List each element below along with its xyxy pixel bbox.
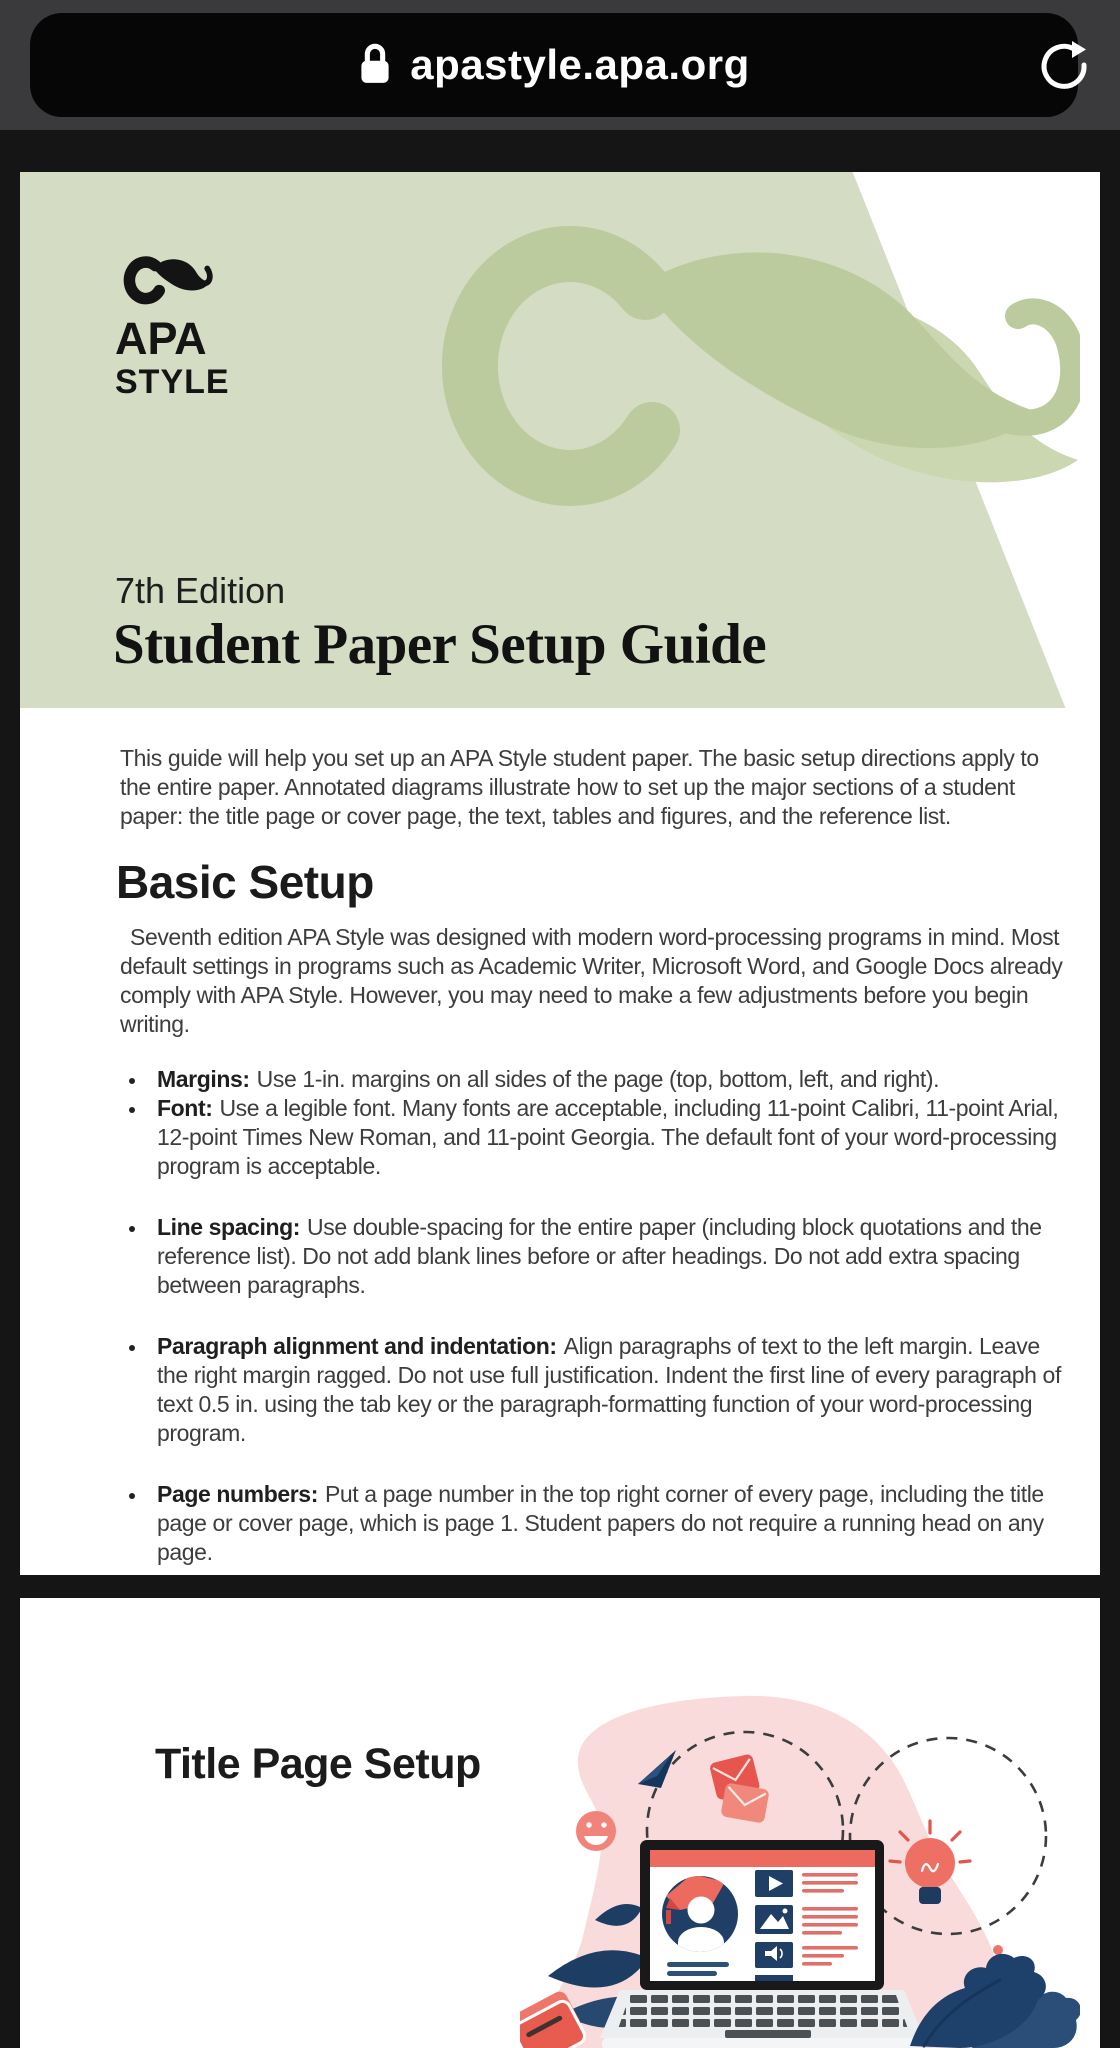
keyboard: [600, 1990, 924, 2048]
bullet-page-numbers: • Page numbers: Put a page number in the top right corner of every page, including the title page or cover page, which is page 1. Student papers do not require a running head on any page.: [148, 1480, 1063, 1567]
reload-icon: [1038, 39, 1090, 91]
apa-style-logo: [115, 252, 230, 401]
setup-bullet-list: [120, 1065, 1063, 1567]
bullet-margins: • Margins: Use 1-in. margins on all sides of the page (top, bottom, left, and right).: [148, 1065, 1063, 1094]
basic-setup-heading: Basic Setup: [116, 856, 374, 908]
coral-dot: [993, 1945, 1003, 1955]
browser-chrome: [0, 0, 1120, 130]
address-bar[interactable]: [30, 13, 1078, 117]
intro-paragraph: This guide will help you set up an APA Style student paper. The basic setup directions apply to the entire paper. Annotated diagrams illustrate how to set up the major sections of a student paper: the title page or cover page, the text, tables and figures, and the reference list.: [120, 745, 1039, 829]
apa-swash-icon: [117, 252, 213, 310]
title-page-illustration: [520, 1658, 1080, 2048]
laptop: [600, 1840, 924, 2048]
title-page-setup-heading: Title Page Setup: [155, 1740, 481, 1788]
page1-body: [20, 708, 1100, 1567]
basic-setup-paragraph: Seventh edition APA Style was designed with modern word-processing programs in mind. Most default settings in programs such as Academic Writer, Microsoft Word, and Google Docs already comply with APA Style. However, you may need to make a few adjustments before you begin writing.: [120, 924, 1063, 1037]
flourish-ornament: [430, 222, 1080, 522]
edition-label: 7th Edition: [115, 570, 286, 611]
logo-text-style: STYLE: [115, 363, 230, 401]
document-page-2: [20, 1598, 1100, 2048]
logo-text-apa: APA: [115, 313, 207, 364]
reload-button[interactable]: [1038, 39, 1090, 91]
document-title: Student Paper Setup Guide: [113, 613, 767, 676]
smiley-icon: [576, 1811, 616, 1851]
bullet-paragraph-alignment: • Paragraph alignment and indentation: Align paragraphs of text to the left margin. Leave the right margin ragged. Do not use full justification. Indent the first line of every paragraph of text 0.5 in. using the tab key or the paragraph-formatting function of your word-processing program.: [148, 1332, 1063, 1448]
bullet-line-spacing: • Line spacing: Use double-spacing for the entire paper (including block quotations and the reference list). Do not add blank lines before or after headings. Do not add extra spacing between paragraphs.: [148, 1213, 1063, 1300]
media-thumbnails: [755, 1870, 793, 1981]
url-text: apastyle.apa.org: [410, 41, 750, 88]
document-page-1: [20, 172, 1100, 1575]
bullet-font: • Font: Use a legible font. Many fonts are acceptable, including 11-point Calibri, 11-point Arial, 12-point Times New Roman, and 11-point Georgia. The default font of your word-processing program is acceptable.: [148, 1094, 1063, 1181]
lock-icon: [358, 41, 392, 89]
